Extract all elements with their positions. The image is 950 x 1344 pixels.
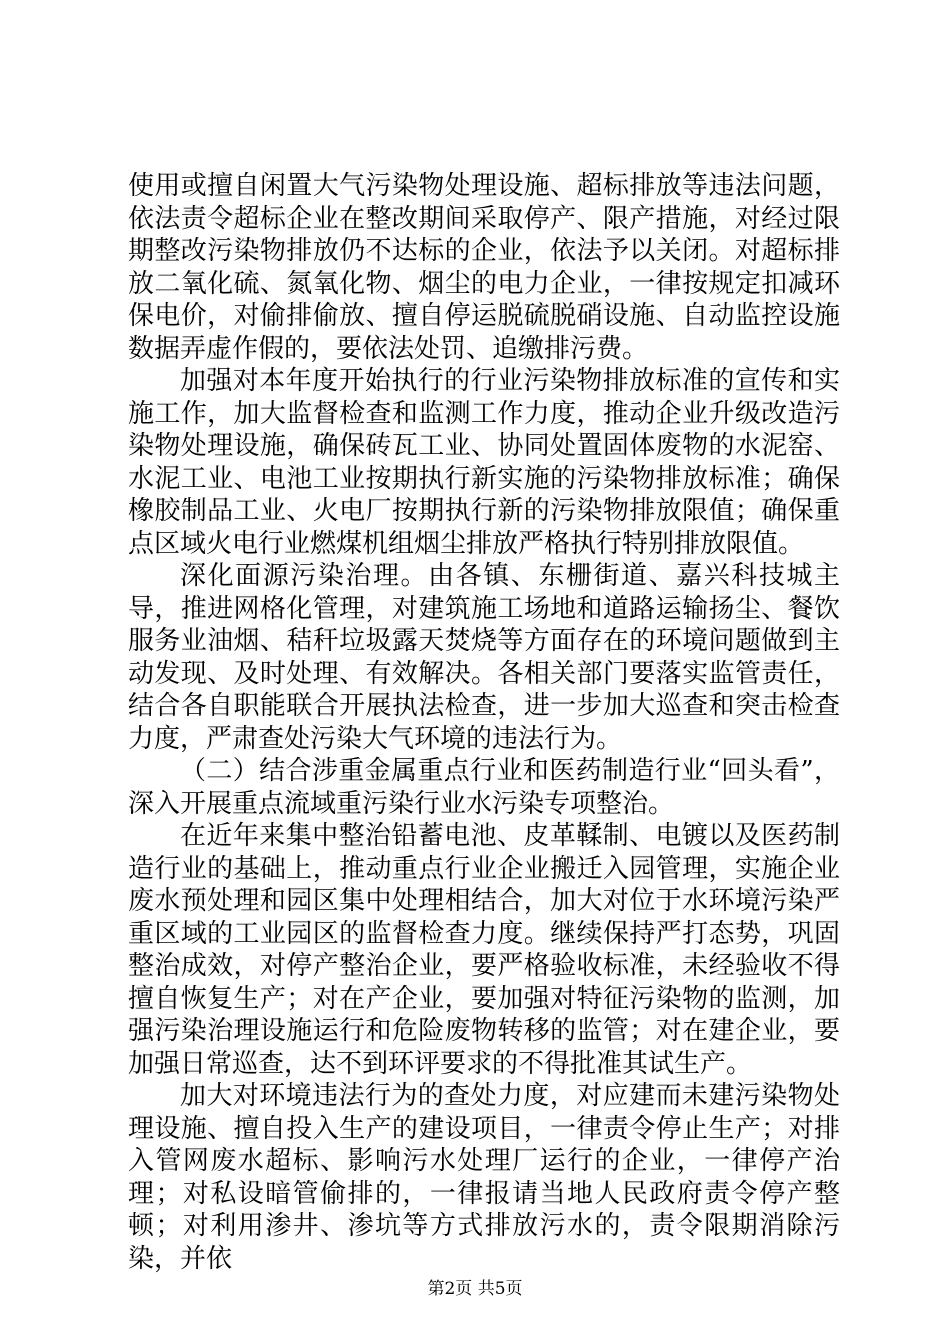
section-heading: （二）结合涉重金属重点行业和医药制造行业“回头看”，深入开展重点流域重污染行业水污染专项整治。 — [128, 756, 840, 819]
page-number-footer: 第2页 共5页 — [427, 1279, 523, 1299]
paragraph-1: 使用或擅自闲置大气污染物处理设施、超标排放等违法问题，依法责令超标企业在整改期间采取停产、限产措施，对经过限期整改污染物排放仍不达标的企业，依法予以关闭。对超标排放二氧化硫、氮氧化物、烟尘的电力企业，一律按规定扣减环保电价，对偷排偷放、擅自停运脱硫脱硝设施、自动监控设施数据弄虚作假的，要依法处罚、追缴排污费。 — [128, 171, 840, 364]
paragraph-6: 加大对环境违法行为的查处力度，对应建而未建污染物处理设施、擅自投入生产的建设项目，一律责令停止生产；对排入管网废水超标、影响污水处理厂运行的企业，一律停产治理；对私设暗管偷排的，一律报请当地人民政府责令停产整顿；对利用渗井、渗坑等方式排放污水的，责令限期消除污染，并依 — [128, 1081, 840, 1274]
paragraph-2: 加强对本年度开始执行的行业污染物排放标准的宣传和实施工作，加大监督检查和监测工作力度，推动企业升级改造污染物处理设施，确保砖瓦工业、协同处置固体废物的水泥窑、水泥工业、电池工业按期执行新实施的污染物排放标准；确保橡胶制品工业、火电厂按期执行新的污染物排放限值；确保重点区域火电行业燃煤机组烟尘排放严格执行特别排放限值。 — [128, 366, 840, 559]
paragraph-5: 在近年来集中整治铅蓄电池、皮革鞣制、电镀以及医药制造行业的基础上，推动重点行业企业搬迁入园管理，实施企业废水预处理和园区集中处理相结合，加大对位于水环境污染严重区域的工业园区的监督检查力度。继续保持严打态势，巩固整治成效，对停产整治企业，要严格验收标准，未经验收不得擅自恢复生产；对在产企业，要加强对特征污染物的监测，加强污染治理设施运行和危险废物转移的监管；对在建企业，要加强日常巡查，达不到环评要求的不得批准其试生产。 — [128, 821, 840, 1079]
paragraph-3: 深化面源污染治理。由各镇、东栅街道、嘉兴科技城主导，推进网格化管理，对建筑施工场地和道路运输扬尘、餐饮服务业油烟、秸秆垃圾露天焚烧等方面存在的环境问题做到主动发现、及时处理、有效解决。各相关部门要落实监管责任，结合各自职能联合开展执法检查，进一步加大巡查和突击检查力度，严肃查处污染大气环境的违法行为。 — [128, 561, 840, 754]
document-body — [128, 170, 840, 1275]
